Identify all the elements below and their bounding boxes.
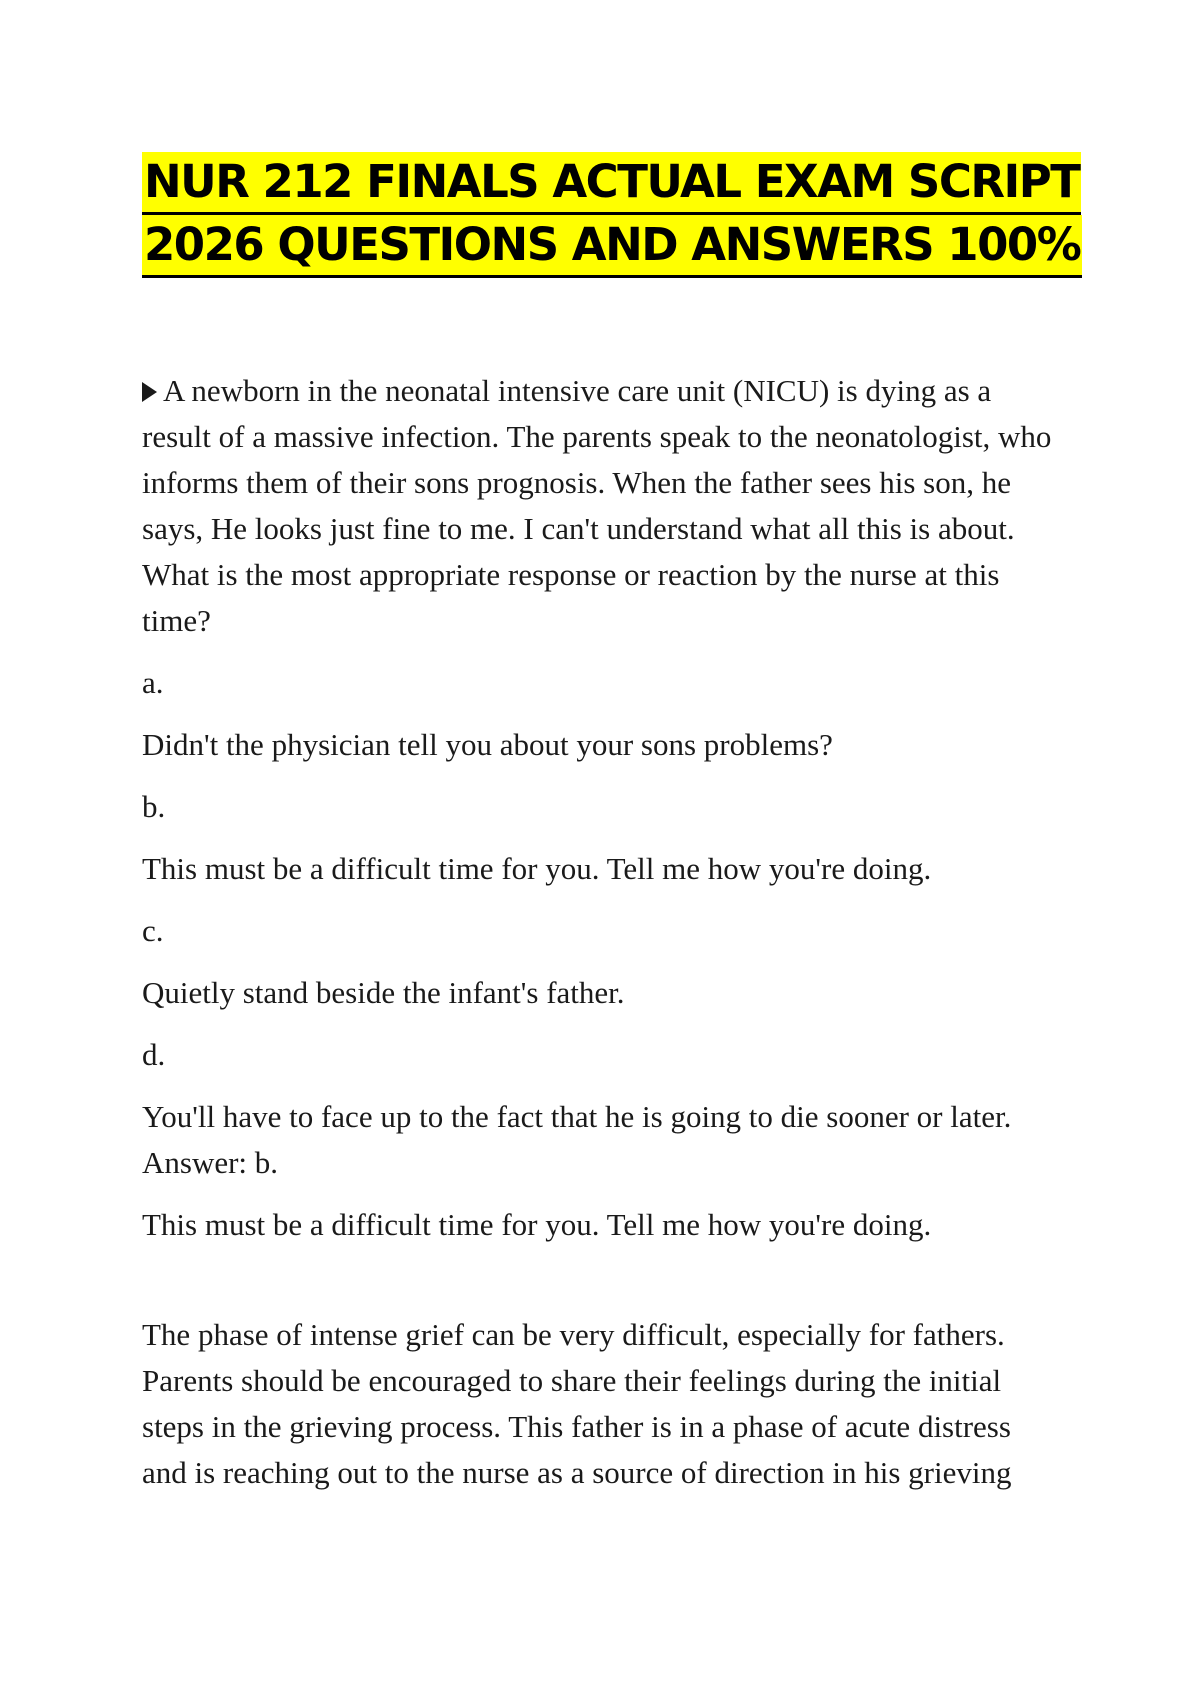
title-line-1: NUR 212 FINALS ACTUAL EXAM SCRIPT: [142, 152, 1081, 215]
rationale-text: The phase of intense grief can be very difficult, especially for fathers. Parents should be encouraged to share their feelings during the initial steps in the grieving process. This father is in a phase of acute distress and is reaching out to the nurse as a source of direction in his grieving: [142, 1317, 1012, 1490]
option-text-c: Quietly stand beside the infant's father.: [142, 975, 625, 1010]
question-block: [142, 368, 1062, 1496]
title-line-2: 2026 QUESTIONS AND ANSWERS 100%: [142, 215, 1082, 278]
option-letter-d: d.: [142, 1037, 166, 1072]
option-text-b: This must be a difficult time for you. Tell me how you're doing.: [142, 851, 932, 886]
question-stem: [142, 368, 1062, 644]
answer-label: Answer: b.: [142, 1145, 279, 1180]
question-text: A newborn in the neonatal intensive care unit (NICU) is dying as a result of a massive infection. The parents speak to the neonatologist, who informs them of their sons prognosis. When the father sees his son, he says, He looks just fine to me. I can't understand what all this is about. What is the most appropriate response or reaction by the nurse at this time?: [142, 373, 1052, 638]
option-letter-b: b.: [142, 789, 166, 824]
document-title: [142, 152, 1081, 278]
triangle-arrow-icon: [142, 382, 157, 402]
option-text-d: You'll have to face up to the fact that he is going to die sooner or later.: [142, 1099, 1012, 1134]
answer-text: This must be a difficult time for you. Tell me how you're doing.: [142, 1207, 932, 1242]
option-text-a: Didn't the physician tell you about your sons problems?: [142, 727, 833, 762]
option-letter-c: c.: [142, 913, 164, 948]
option-letter-a: a.: [142, 665, 164, 700]
